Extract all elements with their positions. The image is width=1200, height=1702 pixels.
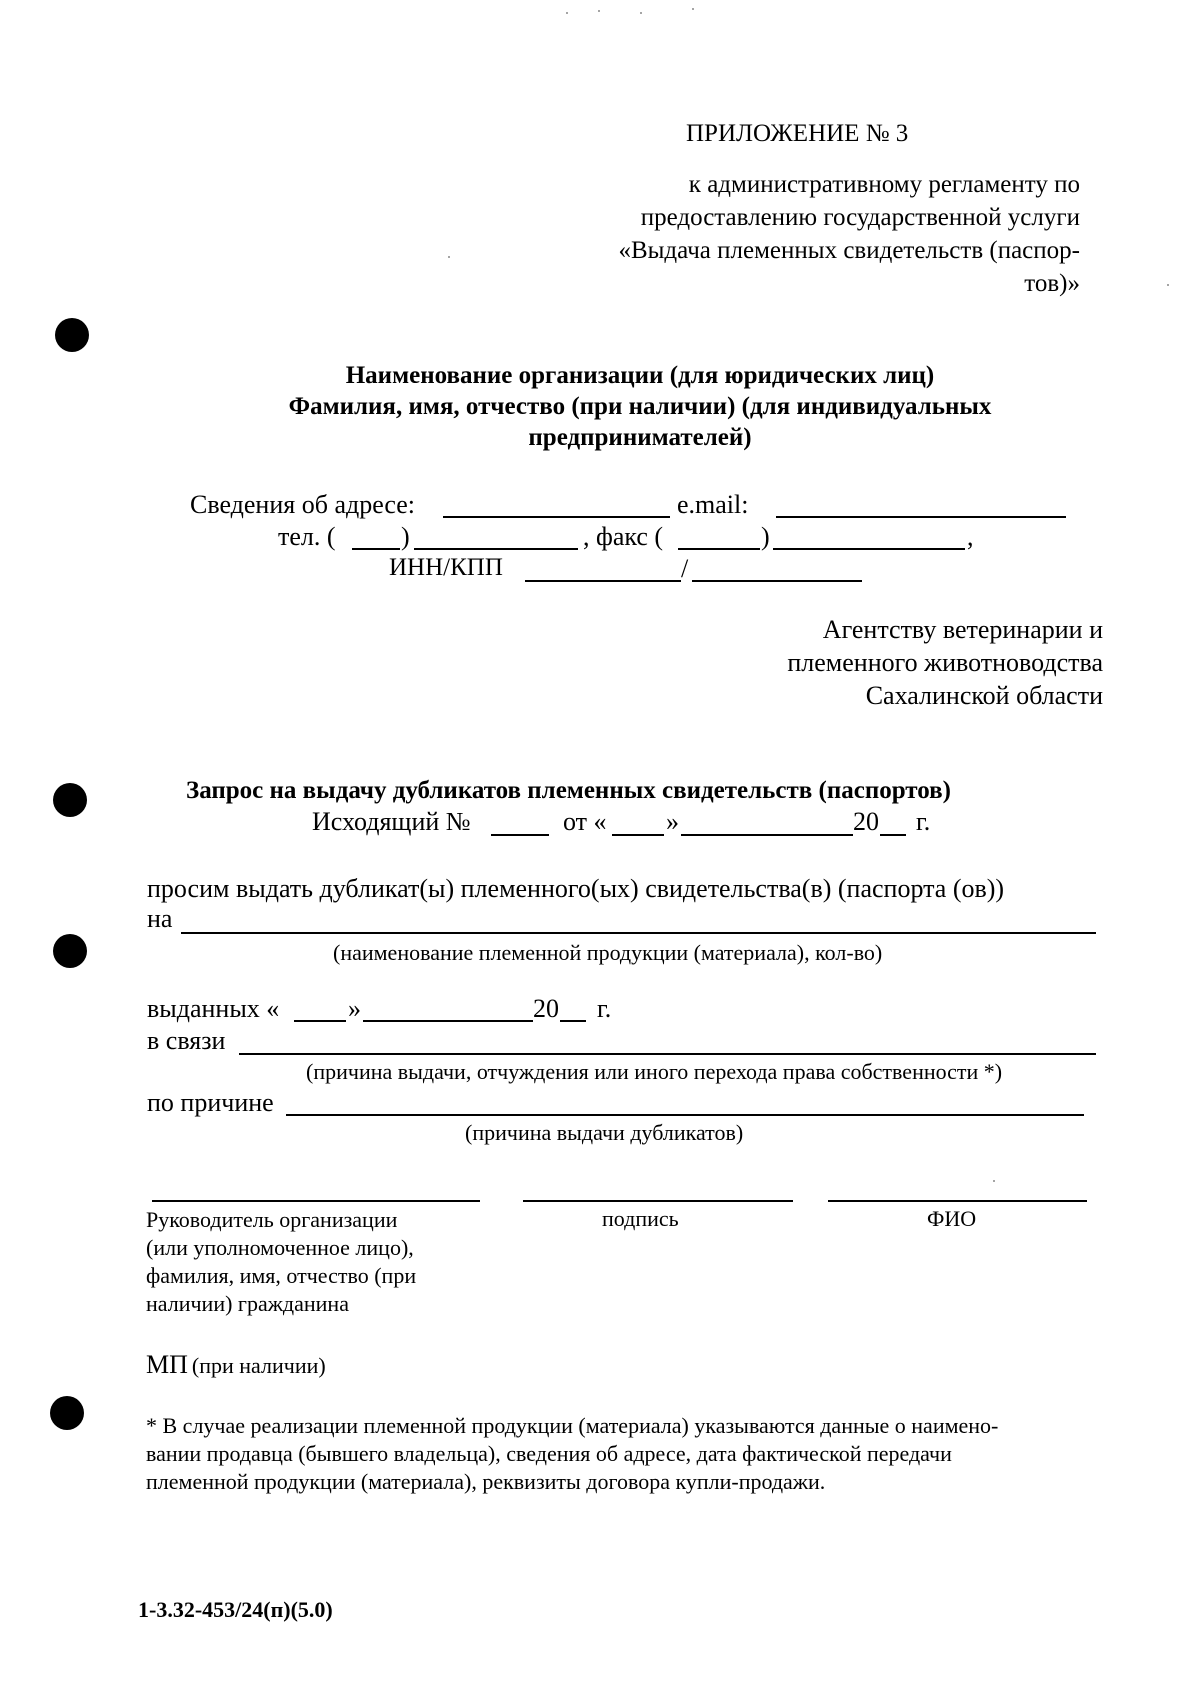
head-caption-line: Руководитель организации	[146, 1207, 398, 1232]
request-year-suffix: г.	[916, 807, 931, 836]
phone-paren-close: )	[401, 522, 410, 551]
request-year-field[interactable]	[880, 834, 906, 836]
inn-field[interactable]	[525, 580, 681, 582]
email-field[interactable]	[776, 516, 1066, 518]
footnote-line: * В случае реализации племенной продукции (материала) указываются данные о наимено-	[146, 1413, 999, 1438]
addressee-line: Агентству ветеринарии и	[822, 615, 1103, 644]
issued-day-field[interactable]	[294, 1020, 346, 1022]
head-caption-line: (или уполномоченное лицо),	[146, 1235, 414, 1260]
reason-field[interactable]	[286, 1114, 1084, 1116]
seal-note: (при наличии)	[191, 1353, 326, 1378]
head-name-field[interactable]	[152, 1200, 480, 1202]
address-label: Сведения об адресе:	[190, 490, 416, 519]
reference-line: предоставлению государственной услуги	[640, 204, 1080, 231]
seal-abbreviation: МП	[146, 1350, 188, 1379]
outgoing-number-field[interactable]	[491, 834, 549, 836]
fax-paren-close: )	[761, 522, 770, 551]
regulation-reference	[618, 168, 1080, 300]
issued-label: выданных «	[147, 994, 280, 1023]
scan-speck	[993, 1180, 995, 1182]
connection-hint: (причина выдачи, отчуждения или иного перехода права собственности *)	[306, 1059, 1003, 1084]
footnote	[146, 1412, 998, 1496]
head-caption-line: фамилия, имя, отчество (при	[146, 1263, 417, 1288]
product-hint: (наименование племенной продукции (материала), кол-во)	[333, 940, 883, 965]
issued-year-suffix: г.	[597, 994, 612, 1023]
scan-speck	[640, 12, 642, 14]
request-year-prefix: 20	[853, 807, 879, 836]
reason-label: по причине	[147, 1088, 274, 1117]
request-quote-close: »	[666, 807, 679, 836]
seal-label	[146, 1350, 326, 1380]
phone-label: тел. (	[278, 522, 336, 551]
addressee-line: Сахалинской области	[865, 681, 1103, 710]
inn-slash: /	[681, 554, 689, 583]
reason-hint: (причина выдачи дубликатов)	[465, 1120, 744, 1145]
scan-speck	[598, 10, 600, 12]
appendix-title: ПРИЛОЖЕНИЕ № 3	[686, 120, 909, 147]
reference-line: «Выдача племенных свидетельств (паспор-	[618, 237, 1080, 264]
issued-quote-close: »	[348, 994, 361, 1023]
head-caption	[146, 1206, 416, 1318]
request-date-from-label: от «	[563, 807, 607, 836]
fax-number-field[interactable]	[773, 548, 965, 550]
outgoing-number-label: Исходящий №	[312, 807, 471, 836]
inn-label: ИНН/КПП	[389, 554, 503, 581]
request-text: просим выдать дубликат(ы) племенного(ых) свидетельства(в) (паспорта (ов))	[147, 874, 1005, 903]
punch-hole	[53, 934, 87, 968]
footnote-line: вании продавца (бывшего владельца), сведения об адресе, дата фактической передачи	[146, 1441, 952, 1466]
punch-hole	[53, 783, 87, 817]
punch-hole	[55, 318, 89, 352]
phone-code-field[interactable]	[352, 548, 400, 550]
organization-line: предпринимателей)	[528, 424, 752, 451]
reference-line: тов)»	[1024, 270, 1080, 297]
issued-year-prefix: 20	[533, 994, 559, 1023]
fax-label: , факс (	[583, 522, 664, 551]
connection-field[interactable]	[239, 1053, 1096, 1055]
kpp-field[interactable]	[692, 580, 862, 582]
scan-speck	[566, 12, 568, 14]
product-field[interactable]	[181, 932, 1096, 934]
signature-field[interactable]	[523, 1200, 793, 1202]
fio-caption: ФИО	[927, 1206, 977, 1231]
issued-year-field[interactable]	[560, 1020, 586, 1022]
footnote-line: племенной продукции (материала), реквизиты договора купли-продажи.	[146, 1469, 826, 1494]
request-title: Запрос на выдачу дубликатов племенных свидетельств (паспортов)	[186, 777, 951, 804]
head-caption-line: наличии) гражданина	[146, 1291, 349, 1316]
document-code: 1-3.32-453/24(п)(5.0)	[138, 1597, 333, 1622]
scan-speck	[692, 8, 694, 10]
fax-code-field[interactable]	[678, 548, 760, 550]
on-label: на	[147, 904, 173, 933]
request-month-field[interactable]	[681, 834, 853, 836]
fio-field[interactable]	[828, 1200, 1087, 1202]
reference-line: к административному регламенту по	[688, 171, 1080, 198]
addressee-line: племенного животноводства	[787, 648, 1103, 677]
email-label: e.mail:	[677, 490, 749, 519]
organization-heading	[220, 360, 1060, 453]
phone-number-field[interactable]	[414, 548, 578, 550]
addressee-block	[787, 613, 1103, 712]
scan-speck	[448, 256, 450, 258]
issued-month-field[interactable]	[363, 1020, 533, 1022]
address-field[interactable]	[443, 516, 670, 518]
signature-caption: подпись	[602, 1206, 679, 1231]
organization-line: Фамилия, имя, отчество (при наличии) (для индивидуальных	[288, 393, 992, 420]
punch-hole	[50, 1396, 84, 1430]
organization-line: Наименование организации (для юридических лиц)	[345, 362, 935, 389]
connection-label: в связи	[147, 1026, 226, 1055]
scan-speck	[1167, 284, 1169, 286]
request-day-field[interactable]	[612, 834, 664, 836]
fax-comma: ,	[967, 522, 974, 551]
